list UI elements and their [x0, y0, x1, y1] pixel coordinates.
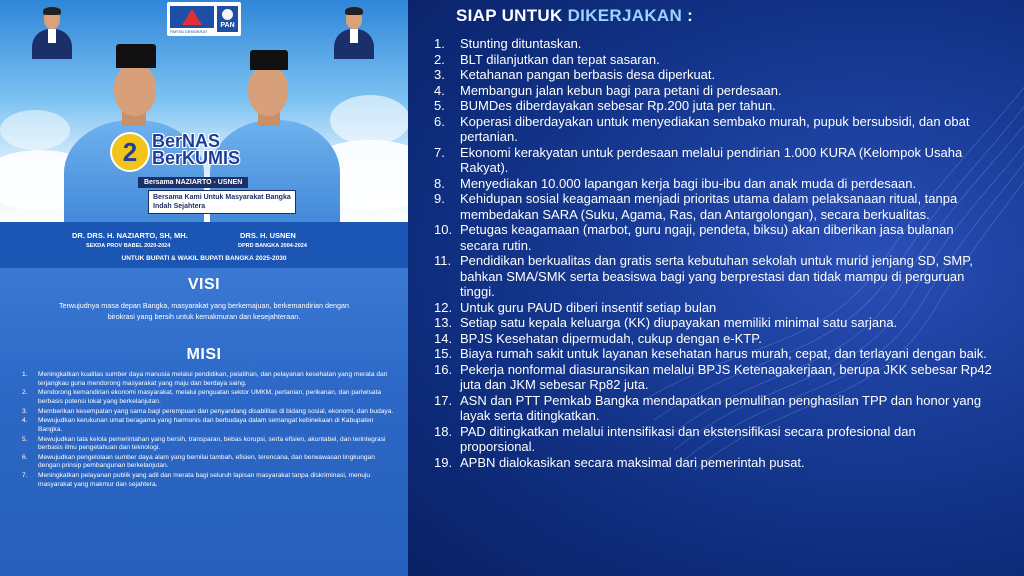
list-item: 6. Mewujudkan pengelolaan sumber daya alam yang bernilai tambah, efisien, terencana, dan berwawasan lingkungan dengan prinsip pembangunan berkelanjutan.	[22, 453, 375, 470]
candidate-names-bar	[0, 222, 408, 268]
candidate-number-badge: 2	[110, 132, 150, 172]
slogan	[152, 133, 240, 167]
misi-heading: MISI	[186, 346, 222, 363]
candidate-photo-area	[0, 0, 408, 222]
list-item: 7. Meningkatkan pelayanan publik yang adil dan merata bagi seluruh lapisan masyarakat tanpa diskriminasi, menuju masyarakat yang makmur dan sejahtera.	[22, 472, 371, 488]
list-item: 13. Setiap satu kepala keluarga (KK) diupayakan memiliki minimal satu sarjana.	[434, 315, 898, 330]
slogan-line-2: BerKUMIS	[152, 148, 241, 168]
program-panel	[408, 0, 1024, 576]
misi-list	[22, 371, 394, 490]
list-item: 4. Membangun jalan kebun bagi para petani di perdesaan.	[434, 82, 782, 98]
candidate-2-name: DRS. H. USNEN	[240, 231, 296, 240]
list-item: 3. Ketahanan pangan berbasis desa diperkuat.	[434, 67, 716, 82]
pan-logo-icon: PAN	[217, 6, 238, 32]
candidate-1-name: DR. DRS. H. NAZIARTO, SH, MH.	[72, 231, 188, 240]
leader-thumbnail-right	[330, 3, 378, 59]
list-item: 1. Stunting dituntaskan.	[434, 36, 582, 51]
list-item: 11. Pendidikan berkualitas dan gratis serta kebutuhan sekolah untuk murid jenjang SD, SMP, bahkan SMA/SMK serta beasiswa bagi yang berprestasi dan tidak mampu di perguruan tinggi.	[434, 253, 973, 299]
demokrat-logo-icon	[170, 6, 214, 28]
list-item: 3. Memberikan kesempatan yang sama bagi perempuan dan penyandang disabilitas di bidang sosial, ekonomi, dan budaya.	[22, 407, 394, 415]
candidate-2-role: DPRD BANGKA 2004-2024	[238, 243, 307, 249]
party-logo-caption: PARTAI DEMOKRAT	[170, 29, 208, 34]
left-panel	[0, 0, 408, 576]
list-item: 16. Pekerja nonformal diasuransikan melalui BPJS Ketenagakerjaan, berupa JKK sebesar Rp42 juta dan JKM sebesar Rp82 juta.	[434, 361, 992, 392]
visi-misi-panel	[0, 268, 408, 576]
tagline-motto: Bersama Kami Untuk Masyarakat Bangka Indah Sejahtera	[148, 190, 296, 214]
slogan-line-1: BerNAS	[152, 131, 221, 151]
list-item: 17. ASN dan PTT Pemkab Bangka mendapatkan pemulihan penghasilan TPP dan honor yang layak serta ditingkatkan.	[434, 392, 982, 423]
list-item: 8. Menyediakan 10.000 lapangan kerja bagi ibu-ibu dan anak muda di perdesaan.	[434, 175, 917, 191]
list-item: 10. Petugas keagamaan (marbot, guru ngaji, pendeta, biksu) akan diberikan jasa bulanan secara rutin.	[434, 222, 954, 253]
candidate-1-role: SEKDA PROV BABEL 2020-2024	[86, 243, 171, 249]
list-item: 9. Kehidupan sosial keagamaan menjadi prioritas utama dalam pelaksanaan ritual, tanpa membedakan SARA (Suku, Agama, Ras, dan Antargolongan), secara berkualitas.	[434, 191, 958, 222]
list-item: 7. Ekonomi kerakyatan untuk perdesaan melalui pendirian 1.000 KURA (Kelompok Usaha Rakyat).	[434, 144, 963, 175]
list-item: 12. Untuk guru PAUD diberi insentif setiap bulan	[434, 299, 717, 315]
visi-heading: VISI	[187, 276, 221, 293]
list-item: 14. BPJS Kesehatan dipermudah, cukup dengan e-KTP.	[434, 330, 762, 346]
list-item: 1. Meningkatkan kualitas sumber daya manusia melalui pendidikan, pelatihan, dan pelayanan kesehatan yang merata dan terjangkau guna mendorong masyarakat yang maju dan berdaya saing.	[22, 371, 388, 387]
list-item: 19. APBN dialokasikan secara maksimal dari pemerintah pusat.	[434, 454, 805, 470]
list-item: 5. BUMDes diberdayakan sebesar Rp.200 juta per tahun.	[434, 98, 776, 113]
tagline-together: Bersama NAZIARTO - USNEN	[138, 177, 248, 188]
program-list	[434, 36, 994, 470]
election-title: UNTUK BUPATI & WAKIL BUPATI BANGKA 2025-2030	[121, 255, 287, 262]
program-title: SIAP UNTUK DIKERJAKAN :	[456, 6, 694, 25]
list-item: 15. Biaya rumah sakit untuk layanan kesehatan harus murah, cepat, dan terlayani dengan baik.	[434, 346, 987, 361]
list-item: 2. BLT dilanjutkan dan tepat sasaran.	[434, 51, 660, 67]
leader-thumbnail-left	[28, 3, 76, 59]
list-item: 5. Mewujudkan tata kelola pemerintahan yang bersih, transparan, bebas korupsi, serta efisien, akuntabel, dan terintegrasi berbasis ilmu pengetahuan dan teknologi.	[22, 435, 386, 452]
visi-text: Terwujudnya masa depan Bangka, masyarakat yang berkemajuan, berkemandirian dengan birokrasi yang bersih untuk kemakmuran dan kesejahteraan.	[58, 301, 350, 321]
list-item: 18. PAD ditingkatkan melalui intensifikasi dan ekstensifikasi secara profesional dan proporsional.	[434, 423, 916, 454]
list-item: 4. Mewujudkan kerukunan umat beragama yang harmonis dan berbudaya dalam semangat kebinekaan di Kabupaten Bangka.	[22, 417, 374, 433]
list-item: 6. Koperasi diberdayakan untuk menyediakan sembako murah, pupuk bersubsidi, dan obat pertanian.	[434, 113, 970, 144]
list-item: 2. Mendorong kemandirian ekonomi masyarakat, melalui penguatan sektor UMKM, pertanian, perikanan, dan pariwisata berbasis potensi lokal yang berkelanjutan.	[22, 389, 382, 405]
